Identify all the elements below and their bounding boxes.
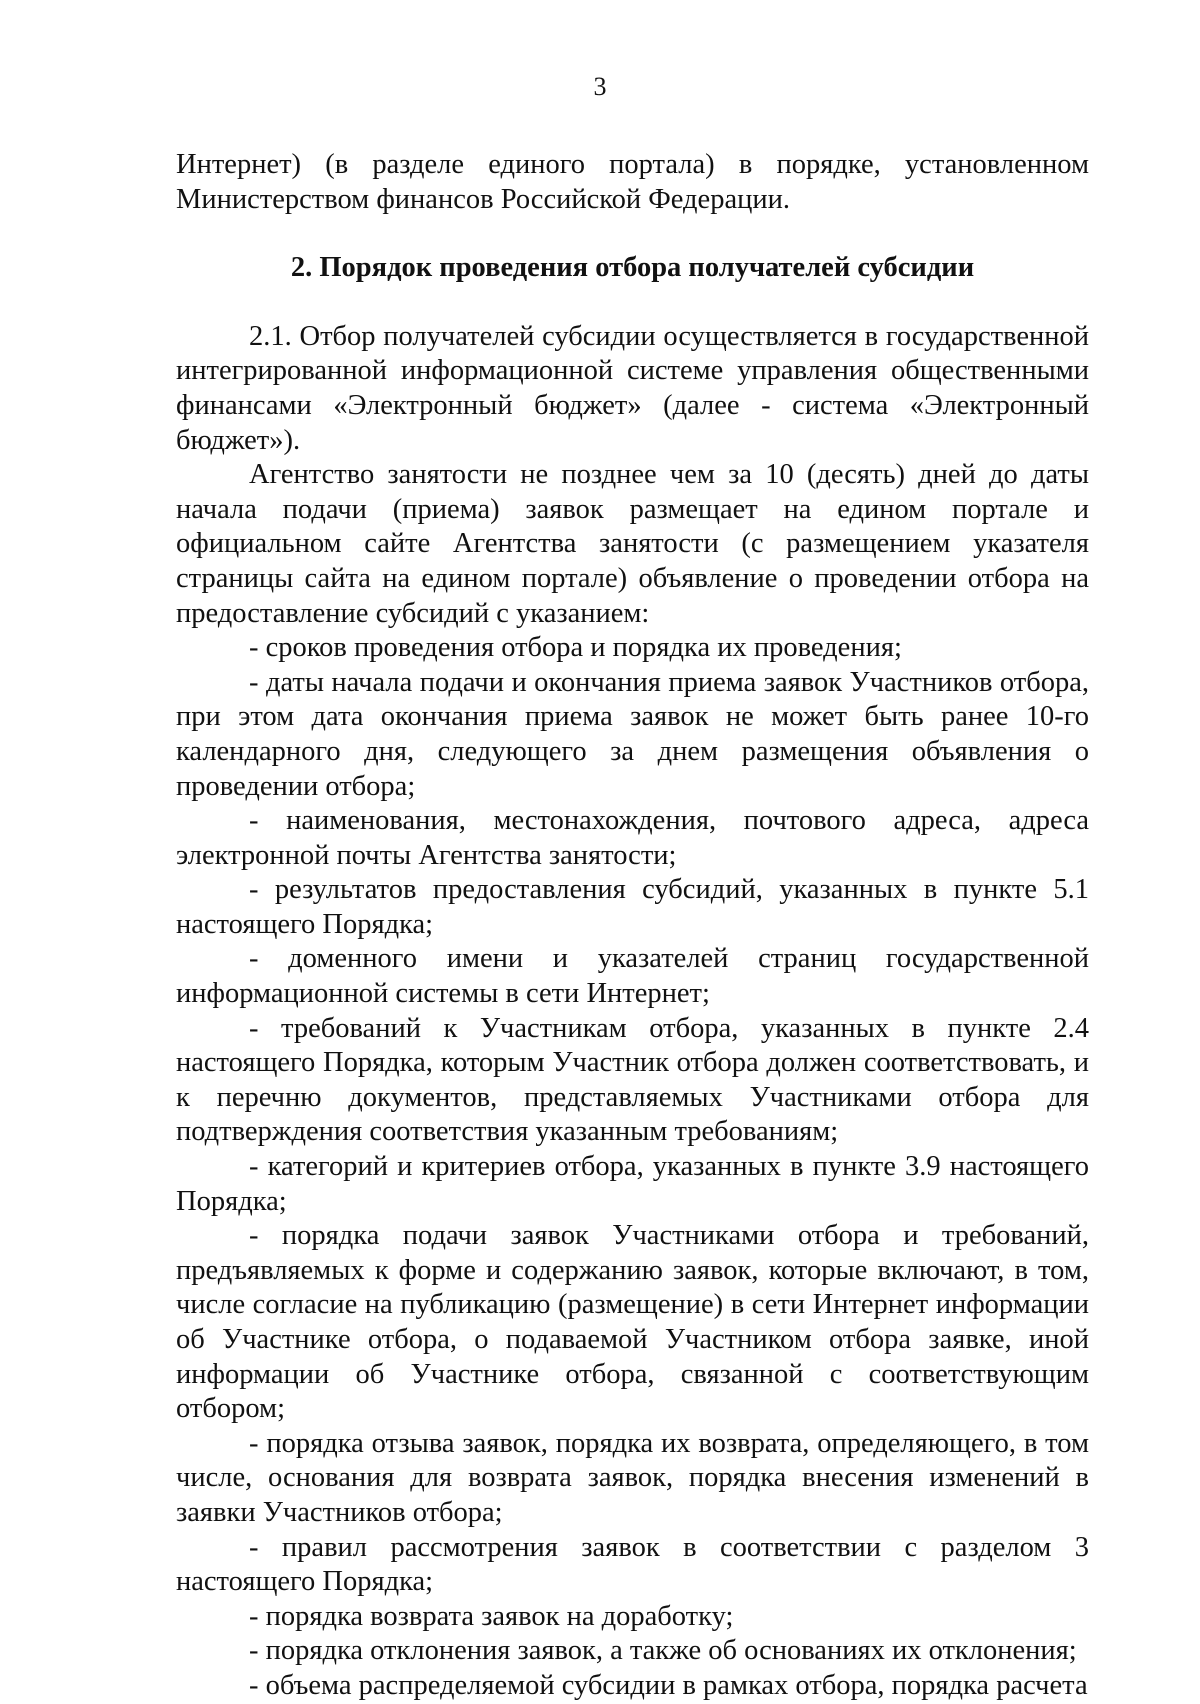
list-item: - порядка возврата заявок на доработку; bbox=[249, 1600, 734, 1632]
list-item: - наименования, местонахождения, почтового адреса, адреса электронной почты Агентства занятости; bbox=[176, 805, 1089, 871]
list-item: - объема распределяемой субсидии в рамках отбора, порядка расчета bbox=[249, 1669, 1088, 1701]
list-item: - порядка отзыва заявок, порядка их возврата, определяющего, в том числе, основания для возврата заявок, порядка внесения изменений в заявки Участников отбора; bbox=[176, 1427, 1089, 1528]
paragraph: 2.1. Отбор получателей субсидии осуществляется в государственной интегрированной информационной системе управления общественными финансами «Электронный бюджет» (далее - система «Электронный бюджет»). bbox=[176, 320, 1089, 456]
intro-paragraph: Интернет) (в разделе единого портала) в порядке, установленном Министерством финансов Российской Федерации. bbox=[176, 149, 1089, 215]
paragraph: Агентство занятости не позднее чем за 10 (десять) дней до даты начала подачи (приема) заявок размещает на едином портале и официальном сайте Агентства занятости (с размещением указателя страницы сайта на едином портале) объявление о проведении отбора на предоставление субсидий с указанием: bbox=[176, 459, 1089, 629]
list-item: - порядка отклонения заявок, а также об основаниях их отклонения; bbox=[249, 1635, 1077, 1667]
section-heading: 2. Порядок проведения отбора получателей субсидии bbox=[290, 252, 975, 284]
page-number: 3 bbox=[593, 72, 607, 101]
list-item: - требований к Участникам отбора, указанных в пункте 2.4 настоящего Порядка, которым Участник отбора должен соответствовать, и к перечню документов, представляемых Участниками отбора для подтверждения соответствия указанным требованиям; bbox=[176, 1012, 1089, 1148]
list-item: - сроков проведения отбора и порядка их проведения; bbox=[249, 632, 902, 664]
list-item: - даты начала подачи и окончания приема заявок Участников отбора, при этом дата окончания приема заявок не может быть ранее 10-го календарного дня, следующего за днем размещения объявления о проведении отбора; bbox=[176, 666, 1089, 802]
document-body bbox=[176, 148, 1089, 1704]
list-item: - доменного имени и указателей страниц государственной информационной системы в сети Интернет; bbox=[176, 943, 1089, 1010]
list-item: - результатов предоставления субсидий, указанных в пункте 5.1 настоящего Порядка; bbox=[176, 874, 1089, 940]
list-item: - порядка подачи заявок Участниками отбора и требований, предъявляемых к форме и содержанию заявок, которые включают, в том, числе согласие на публикацию (размещение) в сети Интернет информации об Участнике отбора, о подаваемой Участником отбора заявке, иной информации об Участнике отбора, связанной с соответствующим отбором; bbox=[176, 1220, 1089, 1425]
list-item: - категорий и критериев отбора, указанных в пункте 3.9 настоящего Порядка; bbox=[176, 1151, 1089, 1217]
list-item: - правил рассмотрения заявок в соответствии с разделом 3 настоящего Порядка; bbox=[176, 1531, 1089, 1598]
